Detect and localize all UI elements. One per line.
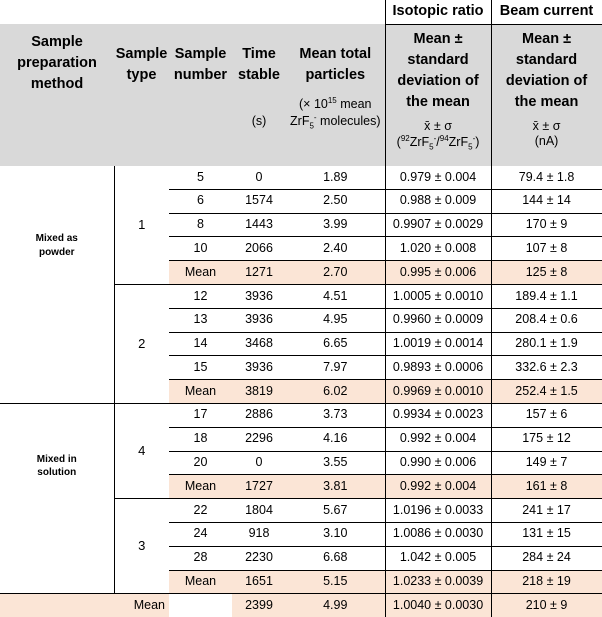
current-value: 241 ± 17 <box>491 499 602 523</box>
particles-value-mean: 6.02 <box>286 380 385 404</box>
time-value: 3936 <box>232 308 286 332</box>
ratio-value: 0.988 ± 0.009 <box>385 189 491 213</box>
sample-number: 13 <box>169 308 232 332</box>
overall-current-mean: 210 ± 9 <box>491 594 602 617</box>
particles-value: 3.10 <box>286 522 385 546</box>
current-value-mean: 218 ± 19 <box>491 570 602 594</box>
current-value: 175 ± 12 <box>491 427 602 451</box>
sample-number-mean: Mean <box>169 380 232 404</box>
ratio-value: 0.9960 ± 0.0009 <box>385 308 491 332</box>
ratio-value: 1.0196 ± 0.0033 <box>385 499 491 523</box>
time-value: 2230 <box>232 546 286 570</box>
method-cell-powder: Mixed as powder <box>0 166 114 403</box>
header-blank <box>0 0 385 24</box>
sample-type-3: 3 <box>114 499 169 594</box>
particles-value: 4.95 <box>286 308 385 332</box>
sample-number: 28 <box>169 546 232 570</box>
time-stable-label: Time stable <box>238 46 280 84</box>
method-cell-solution: Mixed in solution <box>0 403 114 593</box>
particles-value: 5.67 <box>286 499 385 523</box>
ratio-value: 0.9934 ± 0.0023 <box>385 403 491 427</box>
time-value: 2886 <box>232 403 286 427</box>
overall-ratio-mean: 1.0040 ± 0.0030 <box>385 594 491 617</box>
sample-number: 22 <box>169 499 232 523</box>
time-value: 3468 <box>232 332 286 356</box>
ratio-value-mean: 0.992 ± 0.004 <box>385 475 491 499</box>
time-value-mean: 1727 <box>232 475 286 499</box>
particles-value-mean: 5.15 <box>286 570 385 594</box>
overall-time-mean: 2399 <box>232 594 286 617</box>
isotopic-ratio-header: Isotopic ratio <box>385 0 491 24</box>
time-value: 918 <box>232 522 286 546</box>
sample-number-header: Sample number <box>169 24 232 166</box>
overall-mean-label: Mean <box>0 594 169 617</box>
particles-value: 6.65 <box>286 332 385 356</box>
current-value: 149 ± 7 <box>491 451 602 475</box>
time-unit: (s) <box>251 114 267 129</box>
particles-value: 3.55 <box>286 451 385 475</box>
sample-type-header: Sample type <box>114 24 169 166</box>
current-value: 170 ± 9 <box>491 213 602 237</box>
beam-current-header: Beam current <box>491 0 602 24</box>
time-value: 3936 <box>232 284 286 308</box>
particles-value: 6.68 <box>286 546 385 570</box>
current-mean-label: Mean ± standard deviation of the mean <box>505 30 588 110</box>
ratio-value: 1.0005 ± 0.0010 <box>385 284 491 308</box>
time-value-mean: 1651 <box>232 570 286 594</box>
current-value: 144 ± 14 <box>491 189 602 213</box>
overall-blank <box>169 594 232 617</box>
time-value-mean: 3819 <box>232 380 286 404</box>
ratio-value: 0.9893 ± 0.0006 <box>385 356 491 380</box>
current-mean-header <box>491 24 602 166</box>
particles-unit: (× $10^{15}$ mean ZrF$_5$- molecules) <box>290 96 381 131</box>
ratio-mean-label: Mean ± standard deviation of the mean <box>397 30 479 110</box>
time-value: 0 <box>232 166 286 189</box>
ratio-mean-header <box>385 24 491 166</box>
current-value: 208.4 ± 0.6 <box>491 308 602 332</box>
ratio-value: 1.042 ± 0.005 <box>385 546 491 570</box>
current-value: 131 ± 15 <box>491 522 602 546</box>
sample-number: 8 <box>169 213 232 237</box>
particles-value: 4.16 <box>286 427 385 451</box>
particles-value-mean: 2.70 <box>286 261 385 285</box>
sample-number: 15 <box>169 356 232 380</box>
overall-particles-mean: 4.99 <box>286 594 385 617</box>
sample-type-2: 2 <box>114 284 169 403</box>
sample-number: 24 <box>169 522 232 546</box>
particles-value-mean: 3.81 <box>286 475 385 499</box>
sample-number: 14 <box>169 332 232 356</box>
ratio-value: 0.979 ± 0.004 <box>385 166 491 189</box>
current-value-mean: 161 ± 8 <box>491 475 602 499</box>
current-value: 332.6 ± 2.3 <box>491 356 602 380</box>
time-value: 3936 <box>232 356 286 380</box>
particles-value: 7.97 <box>286 356 385 380</box>
sample-number: 10 <box>169 237 232 261</box>
time-value: 1574 <box>232 189 286 213</box>
particles-value: 4.51 <box>286 284 385 308</box>
particles-header <box>286 24 385 166</box>
current-value-mean: 125 ± 8 <box>491 261 602 285</box>
sample-number-mean: Mean <box>169 475 232 499</box>
sample-number: 20 <box>169 451 232 475</box>
sample-number-mean: Mean <box>169 261 232 285</box>
time-value: 2066 <box>232 237 286 261</box>
time-stable-header <box>232 24 286 166</box>
current-symbol: x̄ ± σ <box>532 118 561 133</box>
ratio-value-mean: 0.9969 ± 0.0010 <box>385 380 491 404</box>
particles-value: 2.40 <box>286 237 385 261</box>
sample-number: 6 <box>169 189 232 213</box>
particles-value: 3.73 <box>286 403 385 427</box>
sample-number: 17 <box>169 403 232 427</box>
time-value: 1443 <box>232 213 286 237</box>
sample-type-1: 1 <box>114 166 169 284</box>
current-value: 284 ± 24 <box>491 546 602 570</box>
time-value-mean: 1271 <box>232 261 286 285</box>
ratio-value: 0.992 ± 0.004 <box>385 427 491 451</box>
ratio-symbol: x̄ ± σ <box>424 118 452 133</box>
ratio-value: 0.9907 ± 0.0029 <box>385 213 491 237</box>
sample-number: 5 <box>169 166 232 189</box>
particles-value: 1.89 <box>286 166 385 189</box>
current-value: 79.4 ± 1.8 <box>491 166 602 189</box>
particles-value: 2.50 <box>286 189 385 213</box>
time-value: 1804 <box>232 499 286 523</box>
method-header: Sample preparation method <box>0 24 114 166</box>
ratio-value-mean: 1.0233 ± 0.0039 <box>385 570 491 594</box>
ratio-value: 0.990 ± 0.006 <box>385 451 491 475</box>
particles-value: 3.99 <box>286 213 385 237</box>
current-value: 157 ± 6 <box>491 403 602 427</box>
current-unit: (nA) <box>534 134 559 149</box>
time-value: 0 <box>232 451 286 475</box>
sample-number: 12 <box>169 284 232 308</box>
current-value-mean: 252.4 ± 1.5 <box>491 380 602 404</box>
sample-number: 18 <box>169 427 232 451</box>
current-value: 107 ± 8 <box>491 237 602 261</box>
ratio-unit: ($^{92}$ZrF$_5$-/$^{94}$ZrF$_5$-) <box>396 134 480 152</box>
current-value: 189.4 ± 1.1 <box>491 284 602 308</box>
sample-type-4: 4 <box>114 403 169 498</box>
ratio-value: 1.0086 ± 0.0030 <box>385 522 491 546</box>
current-value: 280.1 ± 1.9 <box>491 332 602 356</box>
sample-number-mean: Mean <box>169 570 232 594</box>
ratio-value-mean: 0.995 ± 0.006 <box>385 261 491 285</box>
particles-label: Mean total particles <box>299 46 372 84</box>
ratio-value: 1.020 ± 0.008 <box>385 237 491 261</box>
ratio-value: 1.0019 ± 0.0014 <box>385 332 491 356</box>
time-value: 2296 <box>232 427 286 451</box>
